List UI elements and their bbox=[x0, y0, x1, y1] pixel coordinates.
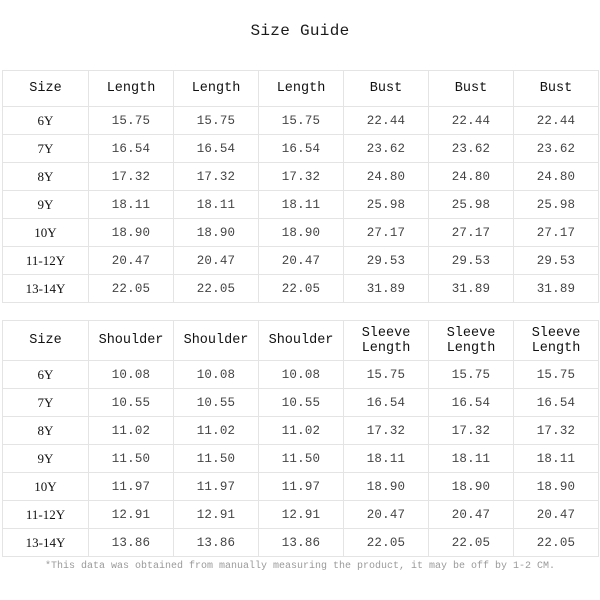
measurement-cell: 11.97 bbox=[89, 473, 174, 501]
column-header-text: Shoulder bbox=[98, 333, 164, 348]
measurement-cell: 10.55 bbox=[259, 389, 344, 417]
measurement-cell: 16.54 bbox=[174, 135, 259, 163]
measurement-cell: 10.08 bbox=[259, 361, 344, 389]
size-label: 10Y bbox=[3, 219, 89, 247]
column-header bbox=[89, 71, 174, 107]
measurement-cell: 15.75 bbox=[89, 107, 174, 135]
measurement-cell: 10.08 bbox=[89, 361, 174, 389]
size-label: 13-14Y bbox=[3, 529, 89, 557]
measurement-cell: 29.53 bbox=[514, 247, 599, 275]
measurement-cell: 27.17 bbox=[429, 219, 514, 247]
measurement-cell: 29.53 bbox=[344, 247, 429, 275]
size-table-shoulder-sleeve bbox=[2, 320, 599, 557]
table-row bbox=[3, 389, 599, 417]
measurement-cell: 22.05 bbox=[344, 529, 429, 557]
size-label: 11-12Y bbox=[3, 501, 89, 529]
measurement-cell: 18.90 bbox=[174, 219, 259, 247]
column-header bbox=[174, 321, 259, 361]
table-row bbox=[3, 135, 599, 163]
size-label: 9Y bbox=[3, 445, 89, 473]
measurement-cell: 13.86 bbox=[259, 529, 344, 557]
measurement-cell: 22.05 bbox=[89, 275, 174, 303]
measurement-cell: 25.98 bbox=[514, 191, 599, 219]
column-header-text: Sleeve bbox=[446, 325, 496, 341]
page-title: Size Guide bbox=[250, 22, 350, 40]
measurement-cell: 16.54 bbox=[429, 389, 514, 417]
measurement-cell: 31.89 bbox=[514, 275, 599, 303]
table-row bbox=[3, 247, 599, 275]
measurement-cell: 11.02 bbox=[259, 417, 344, 445]
table-row bbox=[3, 191, 599, 219]
table-row bbox=[3, 417, 599, 445]
column-header bbox=[174, 71, 259, 107]
measurement-cell: 17.32 bbox=[174, 163, 259, 191]
measurement-cell: 16.54 bbox=[344, 389, 429, 417]
measurement-cell: 20.47 bbox=[514, 501, 599, 529]
column-header-text: Sleeve bbox=[531, 325, 581, 341]
measurement-cell: 31.89 bbox=[429, 275, 514, 303]
measurement-cell: 20.47 bbox=[429, 501, 514, 529]
column-header bbox=[514, 321, 599, 361]
measurement-cell: 25.98 bbox=[429, 191, 514, 219]
column-header-text: Length bbox=[361, 340, 411, 356]
column-header bbox=[344, 71, 429, 107]
size-label: 13-14Y bbox=[3, 275, 89, 303]
table-row bbox=[3, 529, 599, 557]
column-header bbox=[89, 321, 174, 361]
measurement-cell: 18.11 bbox=[89, 191, 174, 219]
measurement-cell: 12.91 bbox=[174, 501, 259, 529]
measurement-cell: 11.97 bbox=[174, 473, 259, 501]
measurement-cell: 17.32 bbox=[344, 417, 429, 445]
measurement-cell: 22.05 bbox=[514, 529, 599, 557]
measurement-cell: 18.11 bbox=[429, 445, 514, 473]
column-header bbox=[3, 71, 89, 107]
measurement-cell: 13.86 bbox=[89, 529, 174, 557]
measurement-cell: 20.47 bbox=[344, 501, 429, 529]
measurement-cell: 15.75 bbox=[259, 107, 344, 135]
size-label: 10Y bbox=[3, 473, 89, 501]
column-header-text: Size bbox=[29, 81, 62, 96]
measurement-cell: 10.55 bbox=[174, 389, 259, 417]
column-header-text: Bust bbox=[539, 81, 573, 96]
table-row bbox=[3, 275, 599, 303]
measurement-cell: 10.55 bbox=[89, 389, 174, 417]
measurement-cell: 18.90 bbox=[344, 473, 429, 501]
header-row bbox=[3, 71, 599, 107]
size-label: 7Y bbox=[3, 135, 89, 163]
measurement-cell: 29.53 bbox=[429, 247, 514, 275]
measurement-footnote: *This data was obtained from manually measuring the product, it may be off by 1-2 CM. bbox=[44, 561, 556, 572]
measurement-cell: 15.75 bbox=[514, 361, 599, 389]
measurement-cell: 22.44 bbox=[344, 107, 429, 135]
measurement-cell: 18.90 bbox=[429, 473, 514, 501]
measurement-cell: 16.54 bbox=[514, 389, 599, 417]
measurement-cell: 22.05 bbox=[429, 529, 514, 557]
measurement-cell: 11.02 bbox=[89, 417, 174, 445]
measurement-cell: 11.97 bbox=[259, 473, 344, 501]
measurement-cell: 16.54 bbox=[89, 135, 174, 163]
measurement-cell: 18.90 bbox=[89, 219, 174, 247]
column-header bbox=[429, 321, 514, 361]
measurement-cell: 18.90 bbox=[259, 219, 344, 247]
measurement-cell: 18.11 bbox=[259, 191, 344, 219]
size-label: 6Y bbox=[3, 361, 89, 389]
measurement-cell: 13.86 bbox=[174, 529, 259, 557]
measurement-cell: 17.32 bbox=[429, 417, 514, 445]
measurement-cell: 23.62 bbox=[344, 135, 429, 163]
column-header-text: Bust bbox=[369, 81, 403, 96]
measurement-cell: 18.11 bbox=[174, 191, 259, 219]
measurement-cell: 27.17 bbox=[344, 219, 429, 247]
size-label: 8Y bbox=[3, 163, 89, 191]
measurement-cell: 17.32 bbox=[514, 417, 599, 445]
measurement-cell: 22.44 bbox=[429, 107, 514, 135]
measurement-cell: 11.50 bbox=[174, 445, 259, 473]
column-header-text: Length bbox=[446, 340, 496, 356]
column-header-text: Length bbox=[276, 81, 326, 96]
column-header bbox=[259, 71, 344, 107]
measurement-cell: 17.32 bbox=[259, 163, 344, 191]
measurement-cell: 15.75 bbox=[344, 361, 429, 389]
measurement-cell: 24.80 bbox=[514, 163, 599, 191]
column-header bbox=[514, 71, 599, 107]
size-label: 11-12Y bbox=[3, 247, 89, 275]
measurement-cell: 11.02 bbox=[174, 417, 259, 445]
measurement-cell: 15.75 bbox=[429, 361, 514, 389]
column-header-text: Length bbox=[531, 340, 581, 356]
table-row bbox=[3, 361, 599, 389]
column-header-text: Shoulder bbox=[183, 333, 249, 348]
measurement-cell: 31.89 bbox=[344, 275, 429, 303]
measurement-cell: 12.91 bbox=[259, 501, 344, 529]
measurement-cell: 23.62 bbox=[429, 135, 514, 163]
measurement-cell: 20.47 bbox=[174, 247, 259, 275]
column-header-text: Bust bbox=[454, 81, 488, 96]
measurement-cell: 12.91 bbox=[89, 501, 174, 529]
table-row bbox=[3, 107, 599, 135]
column-header-text: Length bbox=[106, 81, 156, 96]
column-header bbox=[3, 321, 89, 361]
measurement-cell: 24.80 bbox=[429, 163, 514, 191]
size-label: 7Y bbox=[3, 389, 89, 417]
measurement-cell: 16.54 bbox=[259, 135, 344, 163]
measurement-cell: 27.17 bbox=[514, 219, 599, 247]
measurement-cell: 22.05 bbox=[174, 275, 259, 303]
measurement-cell: 25.98 bbox=[344, 191, 429, 219]
size-label: 9Y bbox=[3, 191, 89, 219]
column-header bbox=[344, 321, 429, 361]
column-header-text: Length bbox=[191, 81, 241, 96]
measurement-cell: 18.90 bbox=[514, 473, 599, 501]
table-row bbox=[3, 501, 599, 529]
table-row bbox=[3, 163, 599, 191]
size-label: 6Y bbox=[3, 107, 89, 135]
column-header bbox=[259, 321, 344, 361]
column-header-text: Size bbox=[29, 333, 62, 348]
table-row bbox=[3, 219, 599, 247]
measurement-cell: 20.47 bbox=[89, 247, 174, 275]
measurement-cell: 10.08 bbox=[174, 361, 259, 389]
measurement-cell: 18.11 bbox=[514, 445, 599, 473]
measurement-cell: 22.44 bbox=[514, 107, 599, 135]
measurement-cell: 11.50 bbox=[259, 445, 344, 473]
measurement-cell: 22.05 bbox=[259, 275, 344, 303]
table-row bbox=[3, 445, 599, 473]
measurement-cell: 15.75 bbox=[174, 107, 259, 135]
column-header-text: Shoulder bbox=[268, 333, 334, 348]
size-label: 8Y bbox=[3, 417, 89, 445]
table-row bbox=[3, 473, 599, 501]
header-row bbox=[3, 321, 599, 361]
measurement-cell: 18.11 bbox=[344, 445, 429, 473]
measurement-cell: 24.80 bbox=[344, 163, 429, 191]
measurement-cell: 20.47 bbox=[259, 247, 344, 275]
size-table-length-bust bbox=[2, 70, 599, 303]
measurement-cell: 23.62 bbox=[514, 135, 599, 163]
column-header bbox=[429, 71, 514, 107]
measurement-cell: 17.32 bbox=[89, 163, 174, 191]
measurement-cell: 11.50 bbox=[89, 445, 174, 473]
column-header-text: Sleeve bbox=[361, 325, 411, 341]
